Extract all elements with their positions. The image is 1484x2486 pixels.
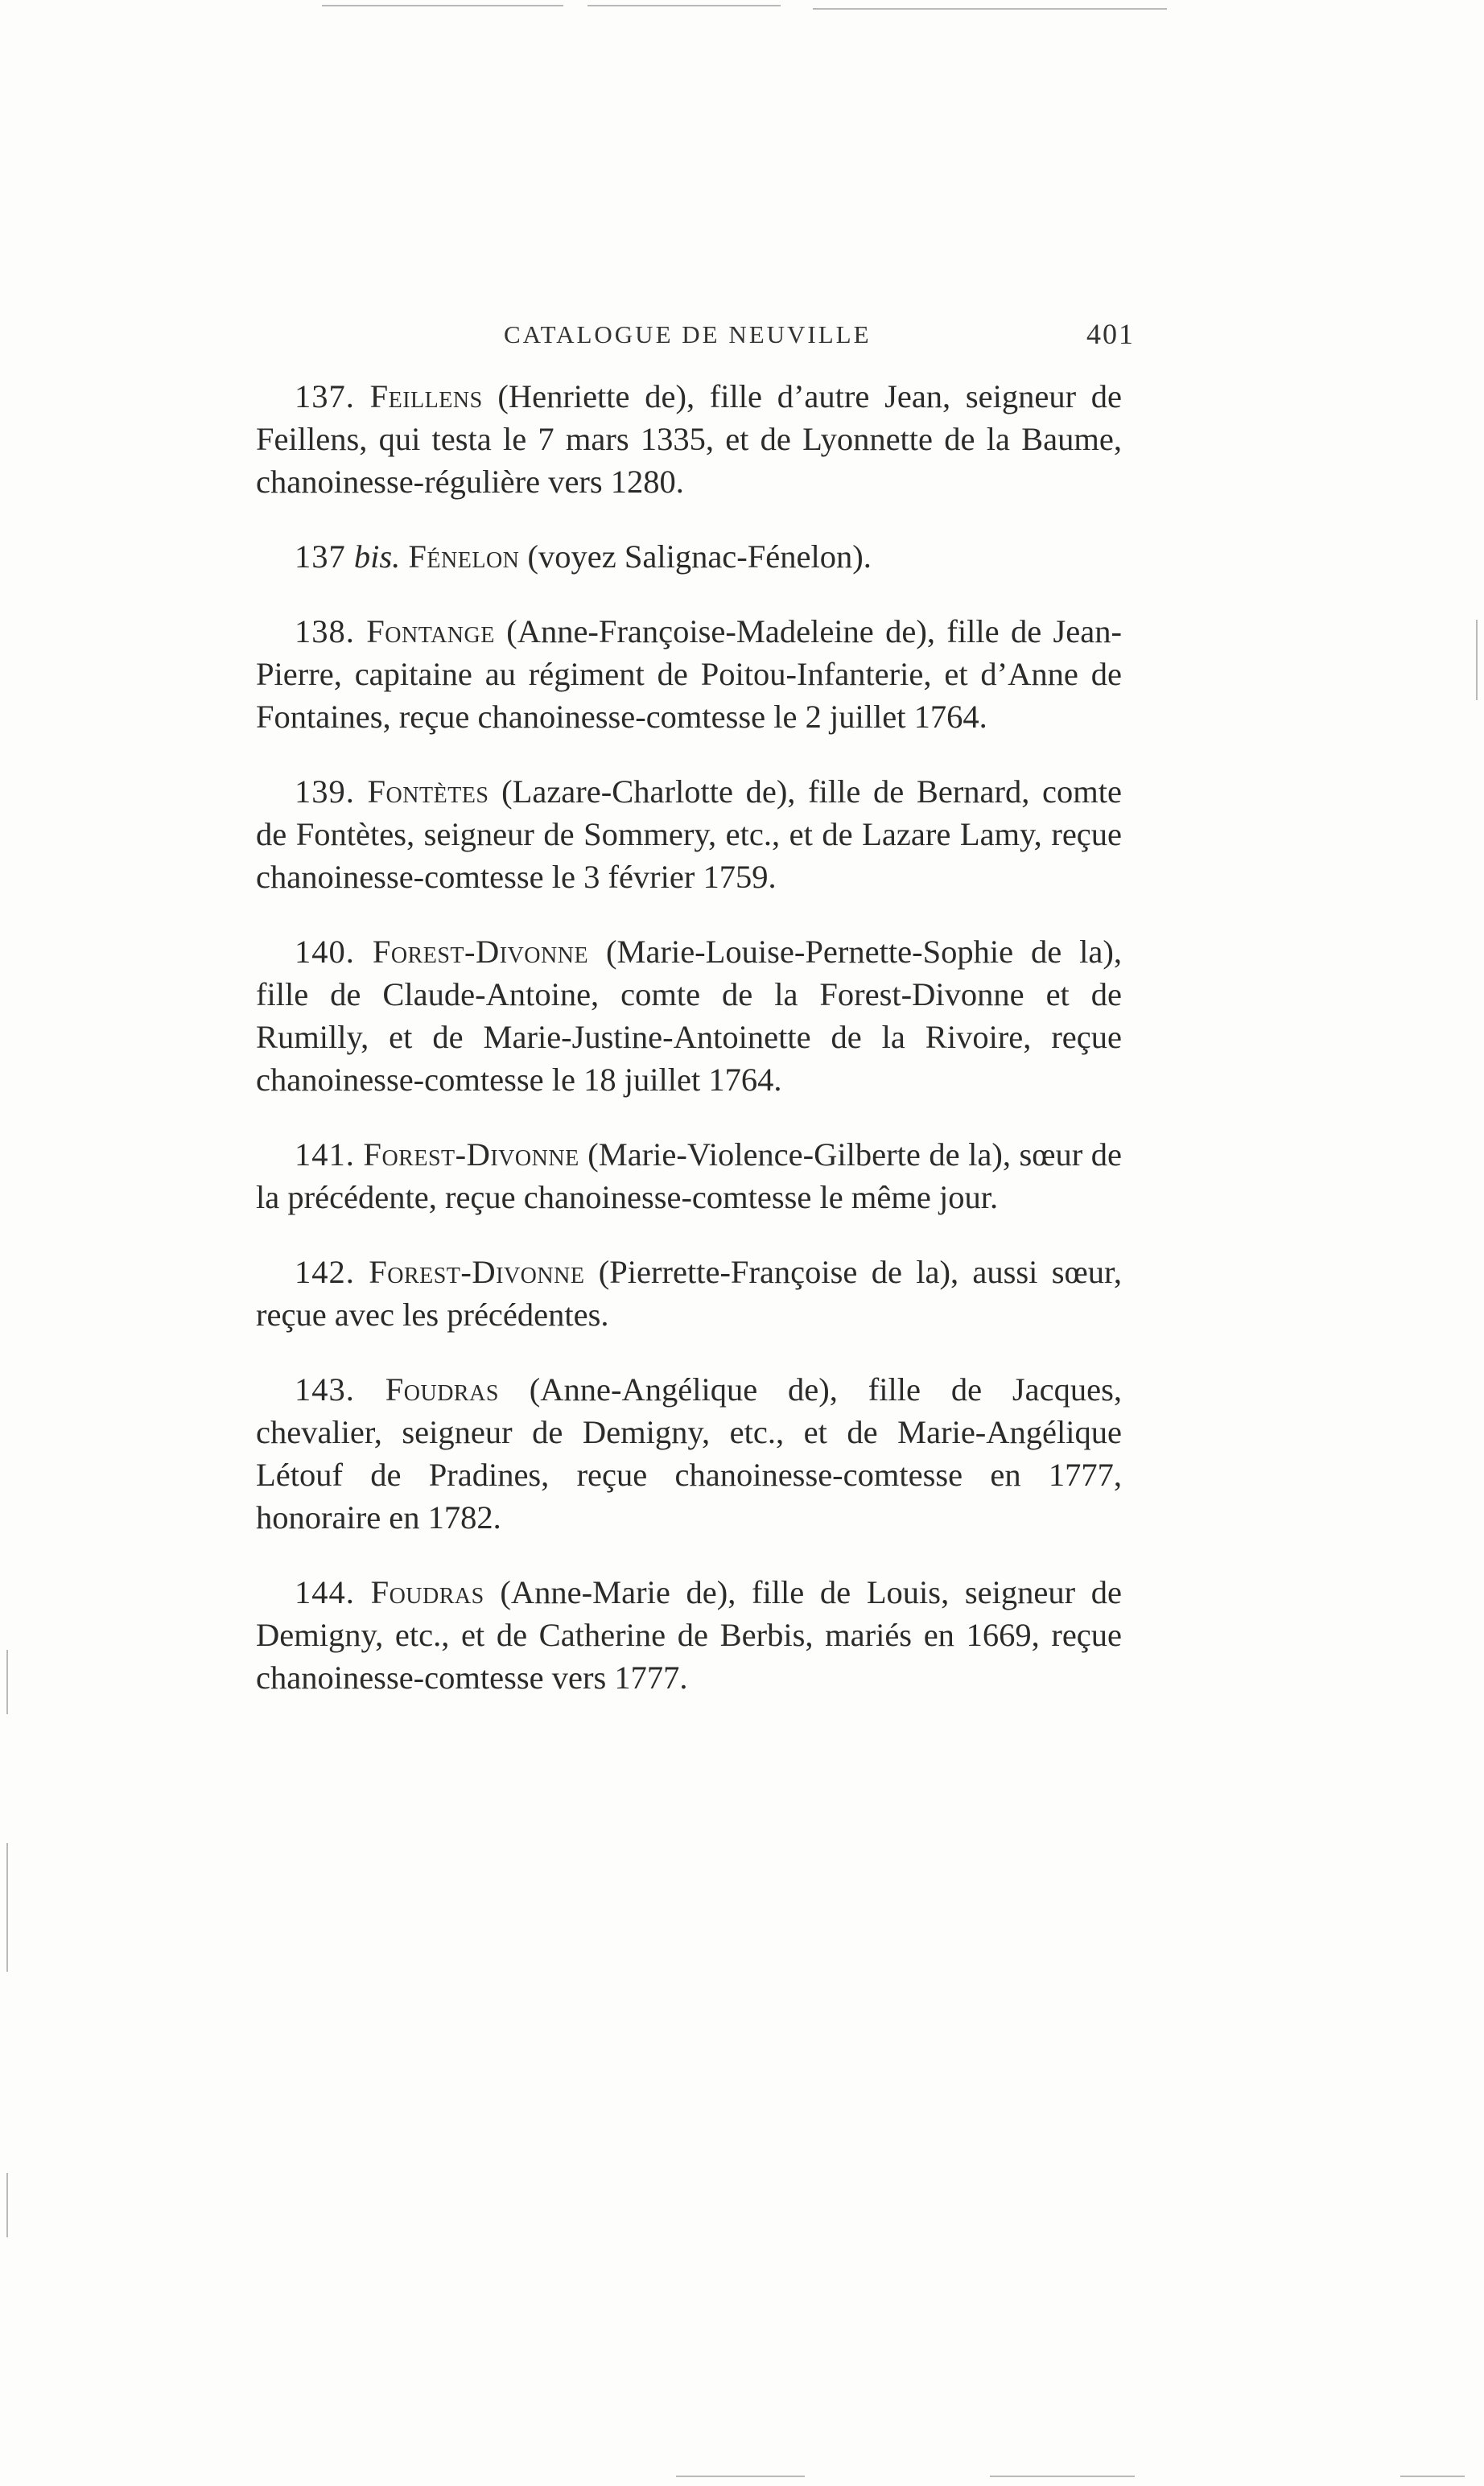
entry-text: (Anne-Angélique de), fille de Jacques, chevalier, seigneur de Demigny, etc., et de Marie-Angélique Létouf de Pradines, reçue chanoinesse-comtesse en 1777, honoraire en 1782. <box>256 1371 1123 1536</box>
entry-number: 138. <box>295 613 355 649</box>
entry-name: Foudras <box>370 1574 484 1610</box>
entry-number: 137 <box>295 538 346 575</box>
entry-number: 143. <box>295 1371 355 1408</box>
catalogue-entries <box>256 375 1122 1731</box>
page-number: 401 <box>1086 318 1135 350</box>
running-head: CATALOGUE DE NEUVILLE <box>504 320 872 348</box>
entry-number: 137. <box>295 378 355 414</box>
entry-text: (voyez Salignac-Fénelon). <box>519 538 872 575</box>
entry-137 <box>256 375 1122 503</box>
entry-text: (Marie-Violence-Gilberte de la), sœur de la précédente, reçue chanoinesse-comtesse le même jour. <box>256 1136 1123 1215</box>
entry-140 <box>256 930 1122 1101</box>
entry-141 <box>256 1133 1122 1218</box>
entry-139 <box>256 770 1122 898</box>
entry-number: 139. <box>295 773 355 810</box>
entry-144 <box>256 1571 1122 1699</box>
entry-name: Forest-Divonne <box>363 1136 579 1173</box>
entry-number: 141. <box>295 1136 355 1173</box>
page-header <box>256 317 1138 357</box>
entry-text: (Lazare-Charlotte de), fille de Bernard, comte de Fontètes, seigneur de Sommery, etc., et de Lazare Lamy, reçue chanoinesse-comtesse le 3 février 1759. <box>256 773 1122 895</box>
scan-artifact-top-mid <box>587 5 781 6</box>
scan-artifact-bottom-3 <box>1400 2476 1465 2477</box>
entry-name: Forest-Divonne <box>369 1254 585 1290</box>
entry-142 <box>256 1251 1122 1336</box>
scan-artifact-left-edge-1 <box>6 1650 8 1714</box>
entry-number: 140. <box>295 934 355 970</box>
entry-138 <box>256 610 1122 738</box>
entry-number: 142. <box>295 1254 355 1290</box>
scan-artifact-left-edge-2 <box>6 1843 8 1972</box>
entry-text: (Marie-Louise-Pernette-Sophie de la), fille de Claude-Antoine, comte de la Forest-Divonne et de Rumilly, et de Marie-Justine-Antoinette de la Rivoire, reçue chanoinesse-comtesse le 18 juillet 1764. <box>256 934 1123 1098</box>
entry-name: Feillens <box>369 378 483 414</box>
scan-artifact-left-edge-3 <box>6 2173 8 2237</box>
entry-name: Fontètes <box>367 773 489 810</box>
entry-text: (Pierrette-Françoise de la), aussi sœur, reçue avec les précédentes. <box>256 1254 1123 1333</box>
entry-suffix: bis. <box>353 538 401 575</box>
entry-143 <box>256 1368 1122 1539</box>
entry-name: Forest-Divonne <box>372 934 589 970</box>
entry-137-bis <box>256 535 1122 578</box>
scan-artifact-top-right <box>813 8 1167 10</box>
scan-artifact-bottom-1 <box>676 2476 805 2477</box>
entry-name: Fénelon <box>408 538 520 575</box>
scan-artifact-top-left <box>322 5 563 6</box>
entry-name: Foudras <box>385 1371 499 1408</box>
entry-text: (Anne-Françoise-Madeleine de), fille de Jean-Pierre, capitaine au régiment de Poitou-Infanterie, et d’Anne de Fontaines, reçue chanoinesse-comtesse le 2 juillet 1764. <box>256 613 1122 735</box>
entry-name: Fontange <box>366 613 495 649</box>
entry-number: 144. <box>295 1574 355 1610</box>
entry-text: (Anne-Marie de), fille de Louis, seigneur de Demigny, etc., et de Catherine de Berbis, mariés en 1669, reçue chanoinesse-comtesse vers 1777. <box>256 1574 1122 1696</box>
scan-artifact-bottom-2 <box>990 2476 1135 2477</box>
entry-text: (Henriette de), fille d’autre Jean, seigneur de Feillens, qui testa le 7 mars 1335, et de Lyonnette de la Baume, chanoinesse-régulière vers 1280. <box>256 378 1123 500</box>
scan-artifact-right-edge <box>1476 620 1478 700</box>
